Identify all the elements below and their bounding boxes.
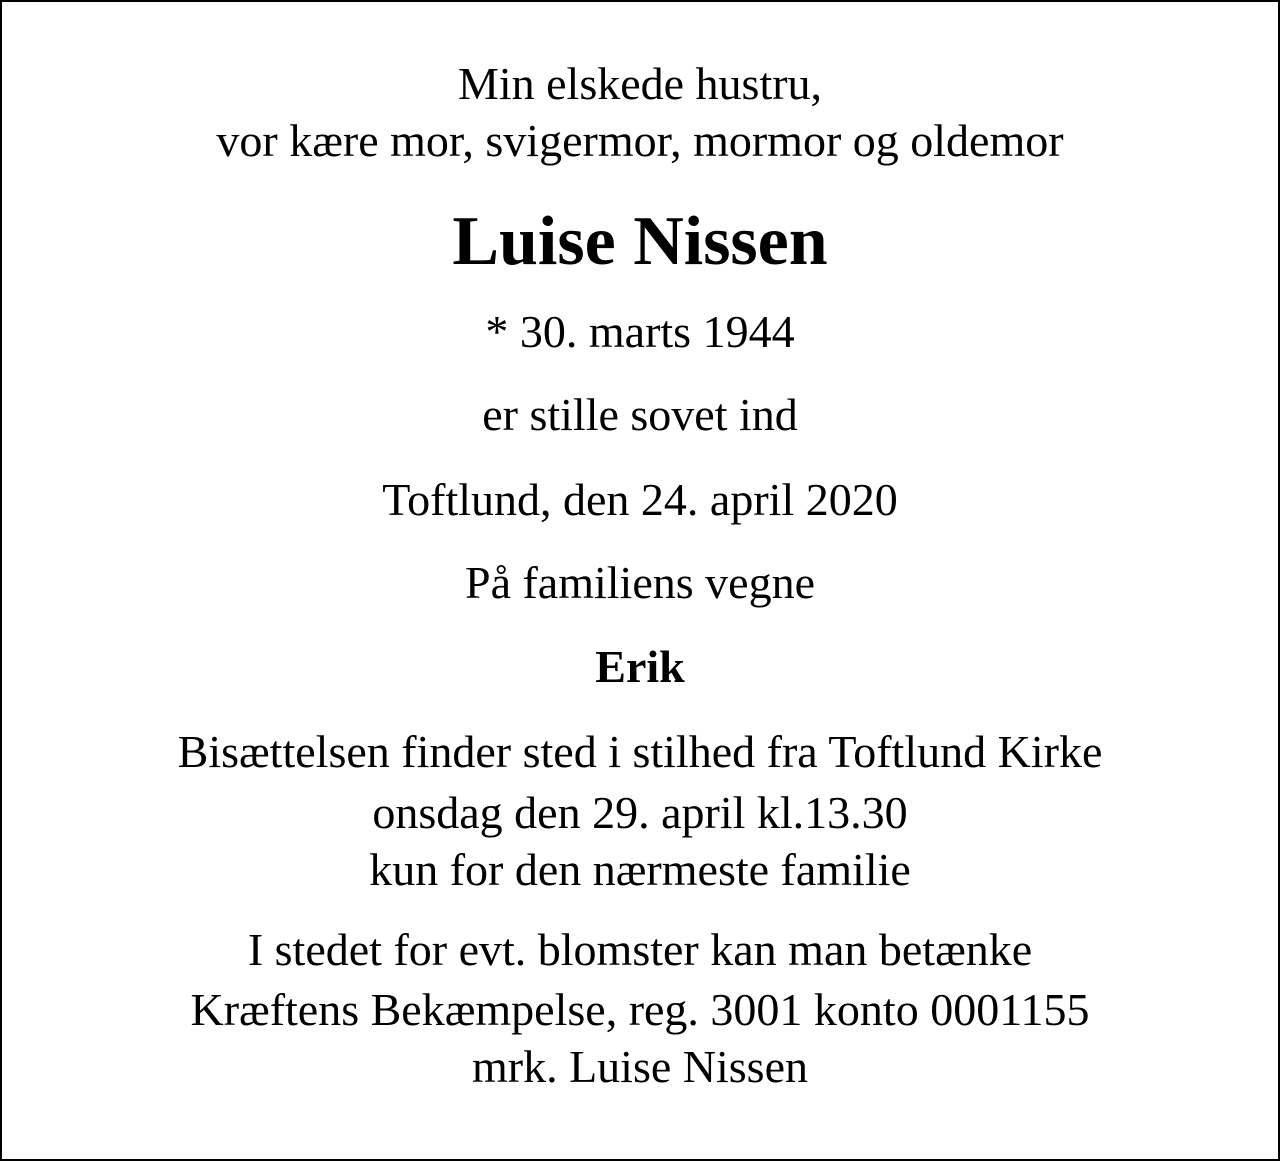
donation-line-2: Kræftens Bekæmpelse, reg. 3001 konto 0001155: [190, 984, 1090, 1035]
on-behalf-text: På familiens vegne: [464, 557, 815, 608]
intro-line-1: Min elskede hustru,: [457, 58, 823, 109]
funeral-line-2: onsdag den 29. april kl.13.30: [372, 787, 908, 838]
signer-name: Erik: [595, 641, 685, 692]
birth-date: * 30. marts 1944: [485, 306, 795, 357]
deceased-name: Luise Nissen: [452, 203, 828, 280]
funeral-line-3: kun for den nærmeste familie: [369, 844, 911, 895]
funeral-line-1: Bisættelsen finder sted i stilhed fra Toftlund Kirke: [177, 726, 1103, 777]
donation-line-3: mrk. Luise Nissen: [471, 1041, 808, 1092]
passed-away-text: er stille sovet ind: [482, 389, 798, 440]
donation-line-1: I stedet for evt. blomster kan man betænke: [247, 924, 1033, 975]
intro-line-2: vor kære mor, svigermor, mormor og oldemor: [216, 115, 1064, 166]
place-and-date: Toftlund, den 24. april 2020: [382, 474, 898, 525]
